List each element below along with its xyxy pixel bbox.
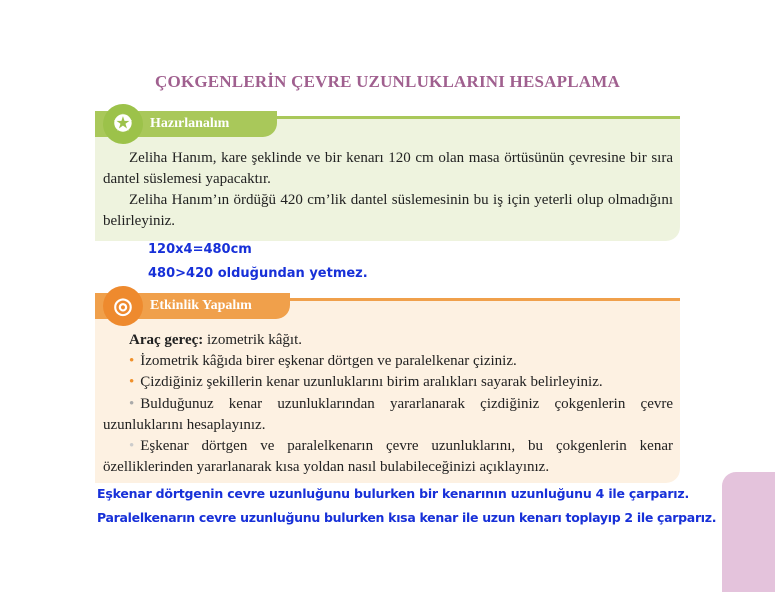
medal-icon: ✪	[103, 104, 143, 144]
section-heading: Etkinlik Yapalım	[95, 293, 290, 319]
handwritten-answer: Eşkenar dörtgenin cevre uzunluğunu bulurken bir kenarının uzunluğunu 4 ile çarparız.	[97, 486, 689, 501]
list-item: • İzometrik kâğıda birer eşkenar dörtgen ve paralelkenar çiziniz.	[129, 353, 517, 369]
page-tab	[722, 472, 775, 592]
section-heading: Hazırlanalım	[95, 111, 277, 137]
target-icon: ◎	[103, 286, 143, 326]
list-item: • Bulduğunuz kenar uzunluklarından yararlanarak çizdiğiniz çokgenlerin çevre uzunluklarını hesaplayınız.	[103, 396, 673, 433]
list-item: • Çizdiğiniz şekillerin kenar uzunluklarını birim aralıkları sayarak belirleyiniz.	[129, 374, 603, 390]
handwritten-answer: Paralelkenarın cevre uzunluğunu bulurken kısa kenar ile uzun kenarı toplayıp 2 ile çarparız.	[97, 510, 717, 525]
paragraph: Zeliha Hanım, kare şeklinde ve bir kenarı 120 cm olan masa örtüsünün çevresine bir sıra dantel süslemesi yapacaktır.	[103, 150, 673, 187]
handwritten-note: 480>420 olduğundan yetmez.	[148, 266, 368, 281]
page-title: ÇOKGENLERİN ÇEVRE UZUNLUKLARINI HESAPLAMA	[155, 72, 620, 91]
list-item: • Eşkenar dörtgen ve paralelkenarın çevre uzunluklarını, bu çokgenlerin kenar özelliklerinden yararlanarak kısa yoldan nasıl bulabileceğinizi açıklayınız.	[103, 438, 673, 475]
handwritten-note: 120x4=480cm	[148, 242, 252, 257]
paragraph: Zeliha Hanım’ın ördüğü 420 cm’lik dantel süslemesinin bu iş için yeterli olup olmadığını belirleyiniz.	[103, 192, 673, 229]
tools-label: Araç gereç:	[129, 332, 204, 348]
tools-value: izometrik kâğıt.	[207, 332, 302, 348]
